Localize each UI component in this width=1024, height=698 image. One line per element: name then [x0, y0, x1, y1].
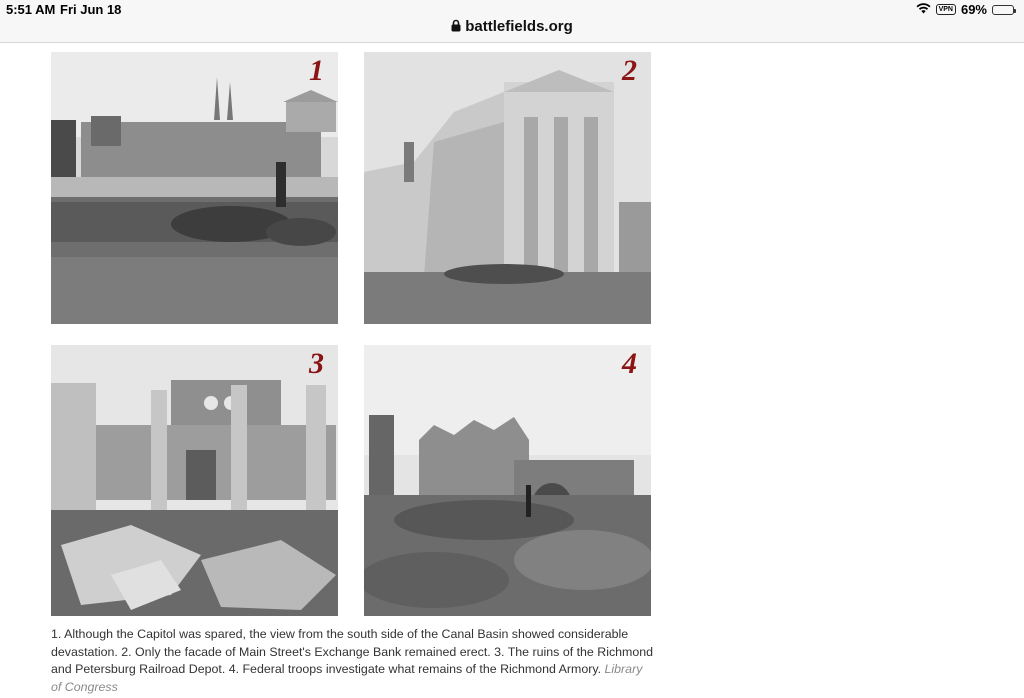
status-time: 5:51 AM — [6, 2, 56, 17]
wifi-icon — [916, 2, 931, 17]
photo-railroad-depot — [51, 345, 338, 616]
photo-3-image — [51, 345, 338, 616]
photo-caption — [51, 626, 656, 696]
photo-exchange-bank — [364, 52, 651, 324]
photo-richmond-armory — [364, 345, 651, 616]
status-bar — [0, 0, 1024, 43]
battery-percent: 69% — [960, 2, 987, 17]
vpn-badge: VPN — [936, 4, 956, 15]
caption-text: 1. Although the Capitol was spared, the view from the south side of the Canal Basin showed considerable devastation. 2. Only the facade of Main Street's Exchange Bank remained erect. 3. The ruins of the Richmond and Petersburg Railroad Depot. 4. Federal troops investigate what remains of the Richmond Armory. — [51, 627, 654, 677]
photo-4-image — [364, 345, 651, 616]
url-domain[interactable]: battlefields.org — [465, 18, 573, 35]
photo-number-1: 1 — [309, 54, 324, 87]
caption-credit: Library of Congress — [51, 662, 643, 694]
url-bar[interactable] — [0, 18, 1024, 36]
status-indicators — [916, 2, 1014, 17]
photo-capitol-view — [51, 52, 338, 324]
photo-number-2: 2 — [622, 54, 637, 87]
battery-icon — [992, 5, 1014, 15]
photo-1-image — [51, 52, 338, 324]
lock-icon — [451, 19, 461, 36]
photo-number-3: 3 — [309, 347, 324, 380]
status-date: Fri Jun 18 — [60, 2, 122, 17]
photo-2-image — [364, 52, 651, 324]
photo-number-4: 4 — [622, 347, 637, 380]
